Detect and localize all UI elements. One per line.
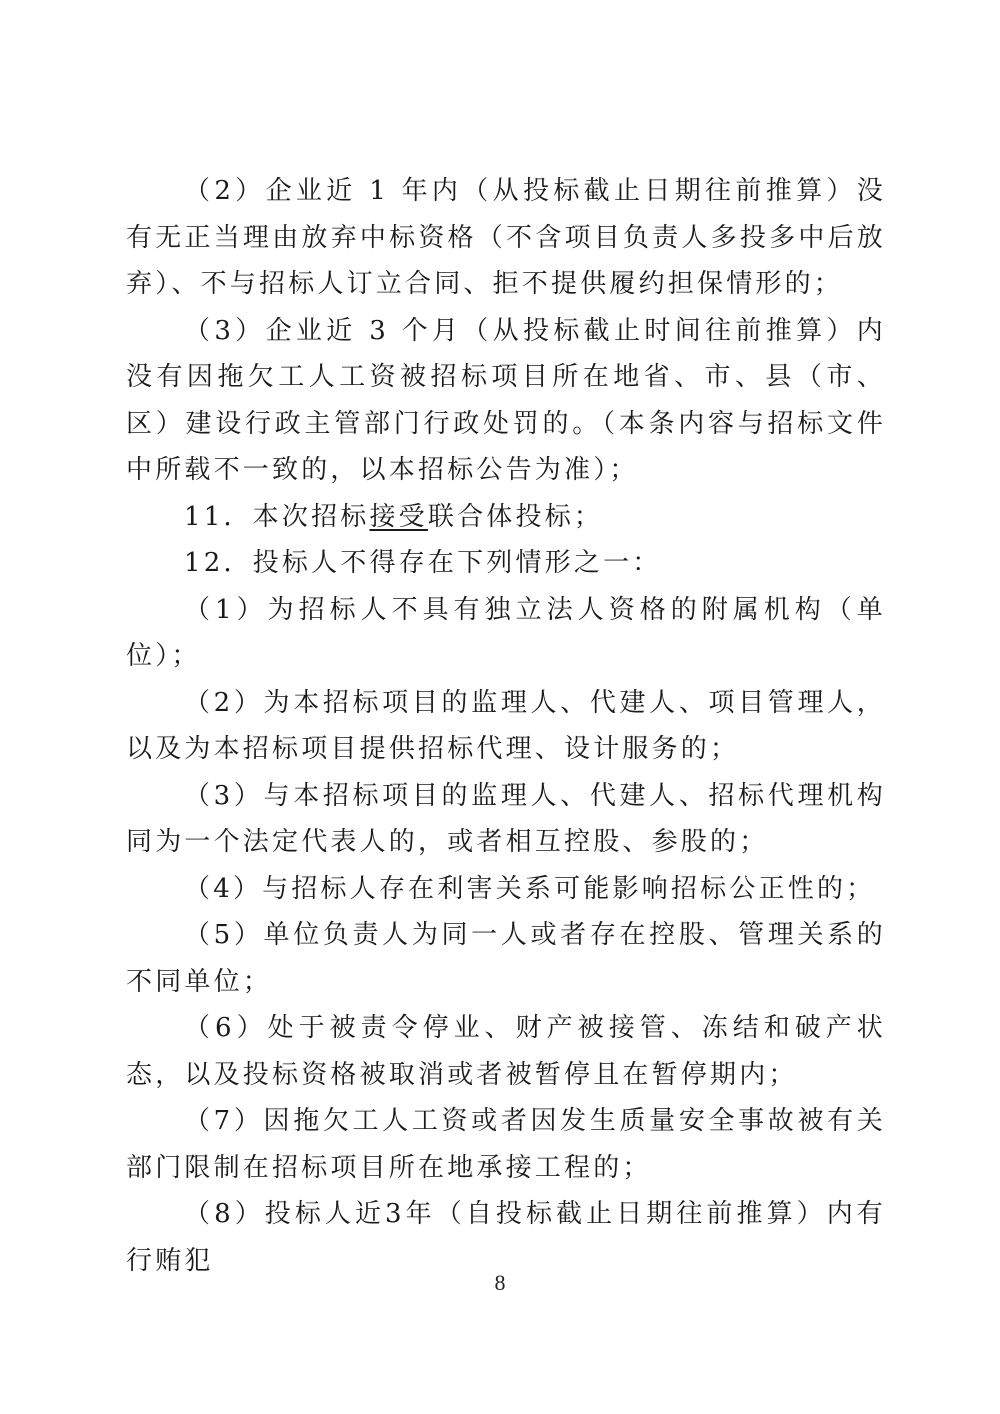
paragraph-item-12-sub-8: （8）投标人近3年（自投标截止日期往前推算）内有行贿犯 <box>126 1199 886 1276</box>
paragraph-item-12-sub-2: （2）为本招标项目的监理人、代建人、项目管理人，以及为本招标项目提供招标代理、设计服务的； <box>126 687 886 764</box>
paragraph-item-12-sub-7: （7）因拖欠工人工资或者因发生质量安全事故被有关部门限制在招标项目所在地承接工程的； <box>126 1106 886 1183</box>
paragraph-item-12-sub-4: （4）与招标人存在利害关系可能影响招标公正性的； <box>184 873 876 904</box>
paragraph-clause-2: （2）企业近 1 年内（从投标截止日期往前推算）没有无正当理由放弃中标资格（不含项目负责人多投多中后放弃）、不与招标人订立合同、拒不提供履约担保情形的； <box>126 176 886 299</box>
paragraph-item-11 <box>126 494 886 541</box>
paragraph-clause-3: （3）企业近 3 个月（从投标截止时间往前推算）内没有因拖欠工人工资被招标项目所在地省、市、县（市、区）建设行政主管部门行政处罚的。（本条内容与招标文件中所载不一致的，以本招标公告为准）； <box>126 315 886 485</box>
paragraph-item-12: 12．投标人不得存在下列情形之一： <box>184 548 662 578</box>
document-body <box>126 168 886 1284</box>
page-number: 8 <box>494 1270 506 1295</box>
paragraph-item-12-sub-1: （1）为招标人不具有独立法人资格的附属机构（单位）； <box>126 594 886 671</box>
paragraph-item-12-sub-6: （6）处于被责令停业、财产被接管、冻结和破产状态，以及投标资格被取消或者被暂停且在暂停期内； <box>126 1013 886 1090</box>
item-11-underlined-word: 接受 <box>369 501 428 532</box>
paragraph-item-12-sub-3: （3）与本招标项目的监理人、代建人、招标代理机构同为一个法定代表人的，或者相互控股、参股的； <box>126 780 886 857</box>
item-11-text-before: 11．本次招标 <box>184 501 370 532</box>
item-11-text-after: 联合体投标； <box>427 501 604 532</box>
paragraph-item-12-sub-5: （5）单位负责人为同一人或者存在控股、管理关系的不同单位； <box>126 920 886 997</box>
